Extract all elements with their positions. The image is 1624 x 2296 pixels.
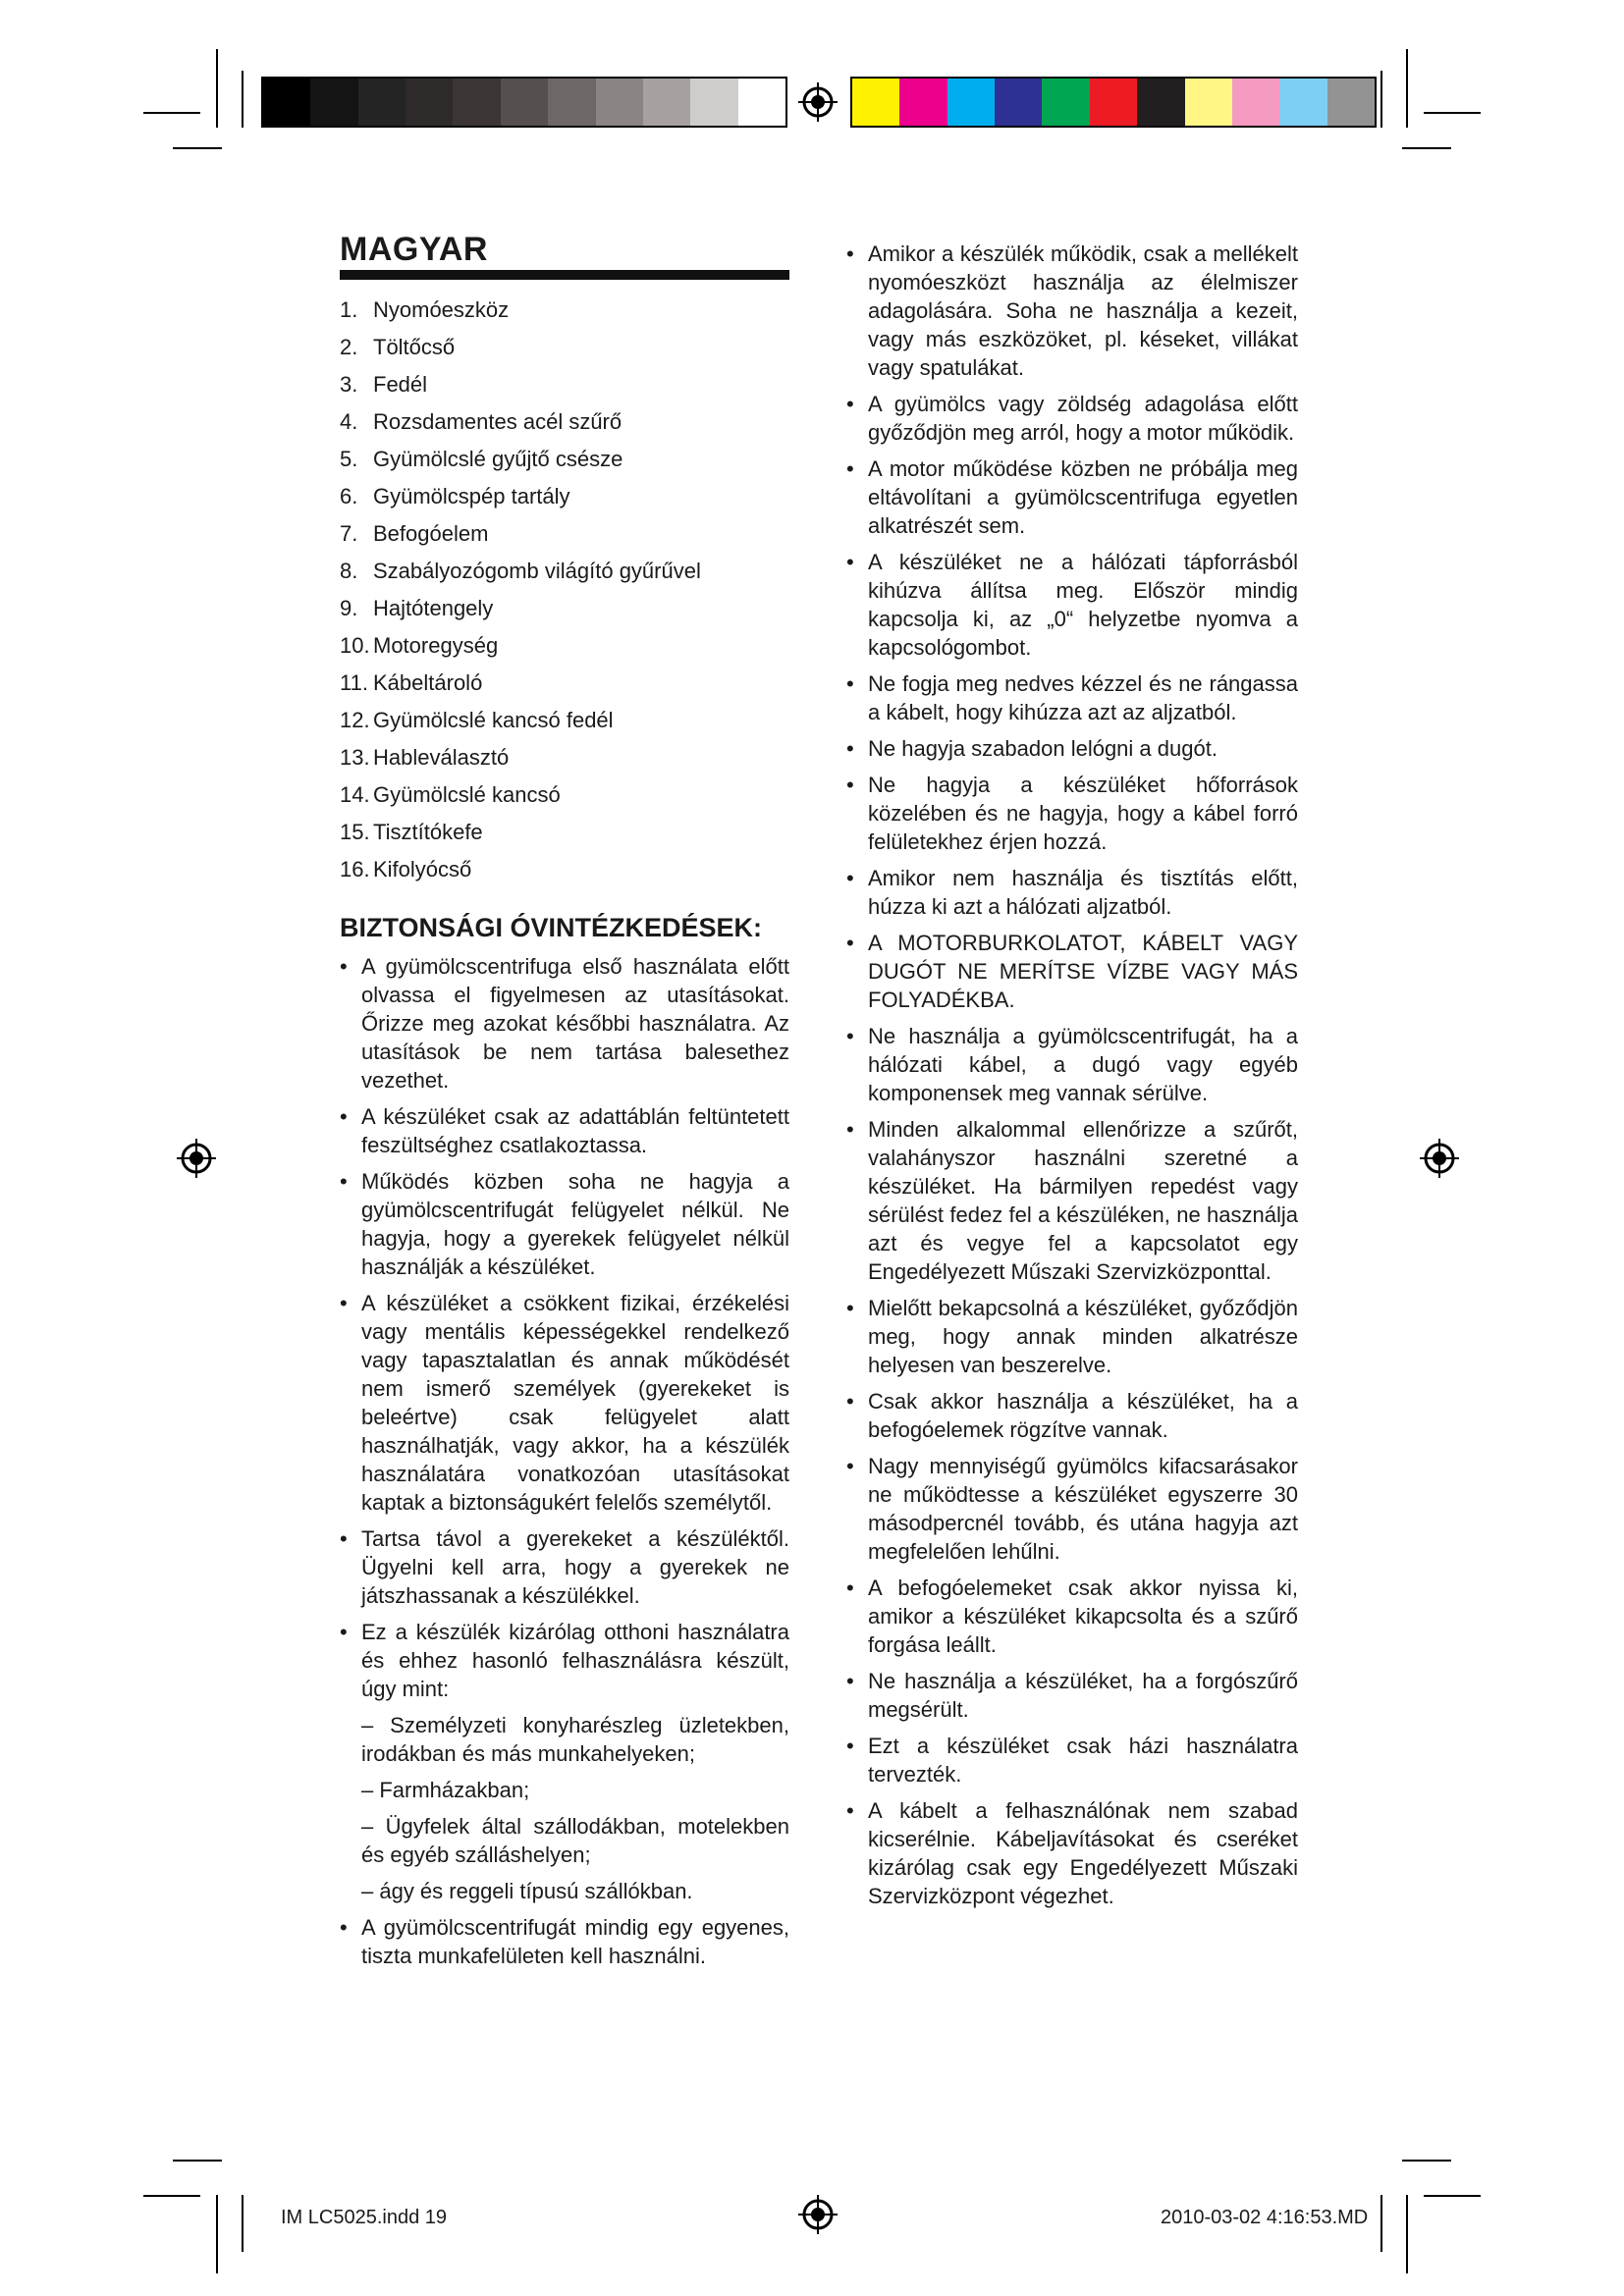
part-item [340, 292, 789, 329]
part-label: Gyümölcslé kancsó [373, 782, 561, 807]
part-number: 12. [340, 708, 370, 732]
part-number: 8. [340, 559, 358, 583]
part-item [340, 478, 789, 515]
list-item: • Nagy mennyiségű gyümölcs kifacsarásakor ne működtesse a készüléket egyszerre 30 másodpercnél tovább, és utána hagyja azt megfelelően lehűlni. [846, 1452, 1298, 1566]
part-item [340, 814, 789, 851]
part-item [340, 329, 789, 366]
right-column [846, 240, 1298, 1918]
part-number: 3. [340, 372, 358, 397]
part-number: 10. [340, 633, 370, 658]
crop-mark [1380, 2195, 1382, 2252]
color-swatch [1232, 79, 1279, 126]
color-swatch [548, 79, 595, 126]
part-label: Befogóelem [373, 521, 489, 546]
color-swatch [852, 79, 899, 126]
color-swatch [596, 79, 643, 126]
list-item: • Működés közben soha ne hagyja a gyümölcscentrifugát felügyelet nélkül. Ne hagyja, hogy a gyerekek felügyelet nélkül használják a készüléket. [340, 1167, 789, 1281]
part-label: Nyomóeszköz [373, 297, 510, 322]
crop-mark [1424, 2195, 1481, 2197]
part-number: 15. [340, 820, 370, 844]
left-safety-list [340, 952, 789, 1703]
list-item: • A készüléket ne a hálózati tápforrásból kihúzva állítsa meg. Először mindig kapcsolja ki, az „0“ helyzetbe nyomva a kapcsológombot. [846, 548, 1298, 662]
usage-examples-list [340, 1711, 789, 1905]
page-title: MAGYAR [340, 231, 488, 268]
color-swatch [263, 79, 310, 126]
part-label: Töltőcső [373, 335, 456, 359]
parts-list [340, 292, 789, 888]
list-item: • A gyümölcs vagy zöldség adagolása előtt győződjön meg arról, hogy a motor működik. [846, 390, 1298, 447]
list-item: • A kábelt a felhasználónak nem szabad kicserélnie. Kábeljavításokat és cseréket kizárólag csak egy Engedélyezett Műszaki Szervizközpont végezhet. [846, 1796, 1298, 1910]
part-label: Kábeltároló [373, 670, 483, 695]
crop-mark [1424, 112, 1481, 114]
part-number: 1. [340, 297, 358, 322]
crop-mark [1402, 147, 1451, 149]
list-item: • Ne hagyja a készüléket hőforrások közelében és ne hagyja, hogy a kábel forró felületekhez érjen hozzá. [846, 771, 1298, 856]
crop-mark [143, 112, 200, 114]
color-swatch [690, 79, 737, 126]
right-safety-list [846, 240, 1298, 1910]
part-label: Hajtótengely [373, 596, 494, 620]
registration-mark-icon [798, 82, 838, 122]
list-item: • A gyümölcscentrifuga első használata előtt olvassa el figyelmesen az utasításokat. Őrizze meg azokat későbbi használatra. Az utasítások be nem tartása balesethez vezethet. [340, 952, 789, 1095]
crop-mark [242, 71, 244, 128]
part-item [340, 702, 789, 739]
color-swatch [501, 79, 548, 126]
crop-mark [216, 2195, 218, 2273]
color-swatch [1090, 79, 1137, 126]
part-item [340, 441, 789, 478]
part-number: 11. [340, 670, 368, 695]
crop-mark [143, 2195, 200, 2197]
list-item: • Ne fogja meg nedves kézzel és ne rángassa a kábelt, hogy kihúzza azt az aljzatból. [846, 669, 1298, 726]
color-swatch [1327, 79, 1375, 126]
part-number: 4. [340, 409, 358, 434]
color-swatch [738, 79, 785, 126]
list-item: • Minden alkalommal ellenőrizze a szűrőt, valahányszor használni szeretné a készüléket. Ha bármilyen repedést vagy sérülést fedez fel a készüléken, ne használja azt és vegye fel a kapcsolatot egy Engedélyezett Műszaki Szervizközponttal. [846, 1115, 1298, 1286]
part-number: 6. [340, 484, 358, 508]
color-swatch [1042, 79, 1089, 126]
list-item: • Ne hagyja szabadon lelógni a dugót. [846, 734, 1298, 763]
part-item [340, 851, 789, 888]
registration-mark-icon [1420, 1139, 1459, 1178]
part-label: Kifolyócső [373, 857, 472, 881]
crop-mark [216, 49, 218, 128]
color-swatch [358, 79, 406, 126]
part-label: Gyümölcslé gyűjtő csésze [373, 447, 623, 471]
registration-mark-icon [798, 2195, 838, 2234]
part-item [340, 739, 789, 776]
list-item: • A motor működése közben ne próbálja meg eltávolítani a gyümölcscentrifuga egyetlen alkatrészét sem. [846, 454, 1298, 540]
list-item: • A MOTORBURKOLATOT, KÁBELT VAGY DUGÓT NE MERÍTSE VÍZBE VAGY MÁS FOLYADÉKBA. [846, 929, 1298, 1014]
safety-heading: BIZTONSÁGI ÓVINTÉZKEDÉSEK: [340, 913, 763, 942]
list-item: • Tartsa távol a gyerekeket a készüléktől. Ügyelni kell arra, hogy a gyerekek ne játszhassanak a készülékkel. [340, 1524, 789, 1610]
part-item [340, 776, 789, 814]
list-item: – Ügyfelek által szállodákban, motelekben és egyéb szálláshelyen; [361, 1814, 789, 1867]
list-item: – Farmházakban; [361, 1778, 530, 1802]
list-item: • A készüléket a csökkent fizikai, érzékelési vagy mentális képességekkel rendelkező vagy tapasztalatlan és annak működését nem ismerő személyek (gyerekeket is beleértve) csak felügyelet alatt használhatják, vagy akkor, ha a készülék használatára vonatkozóan utasításokat kaptak a biztonságukért felelős személytől. [340, 1289, 789, 1517]
part-item [340, 665, 789, 702]
part-label: Motoregység [373, 633, 499, 658]
part-label: Rozsdamentes acél szűrő [373, 409, 623, 434]
list-item: • Amikor a készülék működik, csak a mellékelt nyomóeszközt használja az élelmiszer adagolására. Soha ne használja a kezeit, vagy más eszközöket, pl. késeket, villákat vagy spatulákat. [846, 240, 1298, 382]
crop-mark [173, 2160, 222, 2162]
footer-file-info: IM LC5025.indd 19 [281, 2207, 448, 2228]
color-swatch [1279, 79, 1326, 126]
crop-mark [242, 2195, 244, 2252]
cmyk-color-bar [850, 77, 1377, 128]
part-number: 14. [340, 782, 370, 807]
color-swatch [899, 79, 947, 126]
part-label: Szabályozógomb világító gyűrűvel [373, 559, 701, 583]
color-swatch [1185, 79, 1232, 126]
list-item: – ágy és reggeli típusú szállókban. [361, 1879, 693, 1903]
list-item: • Amikor nem használja és tisztítás előtt, húzza ki azt a hálózati aljzatból. [846, 864, 1298, 921]
color-swatch [406, 79, 453, 126]
color-swatch [310, 79, 357, 126]
part-label: Gyümölcspép tartály [373, 484, 570, 508]
list-item: • Ne használja a készüléket, ha a forgószűrő megsérült. [846, 1667, 1298, 1724]
footer-timestamp: 2010-03-02 4:16:53.MD [1161, 2207, 1369, 2228]
part-label: Tisztítókefe [373, 820, 483, 844]
part-item [340, 515, 789, 553]
list-item: • A befogóelemeket csak akkor nyissa ki, amikor a készüléket kikapcsolta és a szűrő forgása leállt. [846, 1574, 1298, 1659]
color-swatch [947, 79, 995, 126]
list-item: • Ezt a készüléket csak házi használatra tervezték. [846, 1732, 1298, 1789]
color-swatch [995, 79, 1042, 126]
part-number: 7. [340, 521, 358, 546]
part-label: Hableválasztó [373, 745, 510, 770]
crop-mark [1402, 2160, 1451, 2162]
left-column [340, 231, 789, 1978]
title-rule [340, 270, 789, 280]
crop-mark [1380, 71, 1382, 128]
list-item: • Ez a készülék kizárólag otthoni használatra és ehhez hasonló felhasználásra készült, úgy mint: [340, 1618, 789, 1703]
part-number: 2. [340, 335, 358, 359]
part-item [340, 590, 789, 627]
crop-mark [173, 147, 222, 149]
part-number: 13. [340, 745, 370, 770]
registration-mark-icon [177, 1139, 216, 1178]
list-item: – Személyzeti konyharészleg üzletekben, irodákban és más munkahelyeken; [361, 1713, 789, 1766]
part-number: 9. [340, 596, 358, 620]
color-swatch [1137, 79, 1184, 126]
list-item: • A készüléket csak az adattáblán feltüntetett feszültséghez csatlakoztassa. [340, 1102, 789, 1159]
grayscale-color-bar [261, 77, 787, 128]
list-item: • A gyümölcscentrifugát mindig egy egyenes, tiszta munkafelületen kell használni. [340, 1913, 789, 1970]
part-label: Fedél [373, 372, 428, 397]
color-swatch [453, 79, 500, 126]
crop-mark [1406, 49, 1408, 128]
color-swatch [643, 79, 690, 126]
list-item: • Ne használja a gyümölcscentrifugát, ha a hálózati kábel, a dugó vagy egyéb komponensek meg vannak sérülve. [846, 1022, 1298, 1107]
part-item [340, 553, 789, 590]
part-item [340, 403, 789, 441]
part-number: 5. [340, 447, 358, 471]
part-item [340, 366, 789, 403]
part-item [340, 627, 789, 665]
part-number: 16. [340, 857, 370, 881]
crop-mark [1406, 2195, 1408, 2273]
part-label: Gyümölcslé kancsó fedél [373, 708, 614, 732]
list-item: • Csak akkor használja a készüléket, ha a befogóelemek rögzítve vannak. [846, 1387, 1298, 1444]
list-item: • Mielőtt bekapcsolná a készüléket, győződjön meg, hogy annak minden alkatrésze helyesen van beszerelve. [846, 1294, 1298, 1379]
